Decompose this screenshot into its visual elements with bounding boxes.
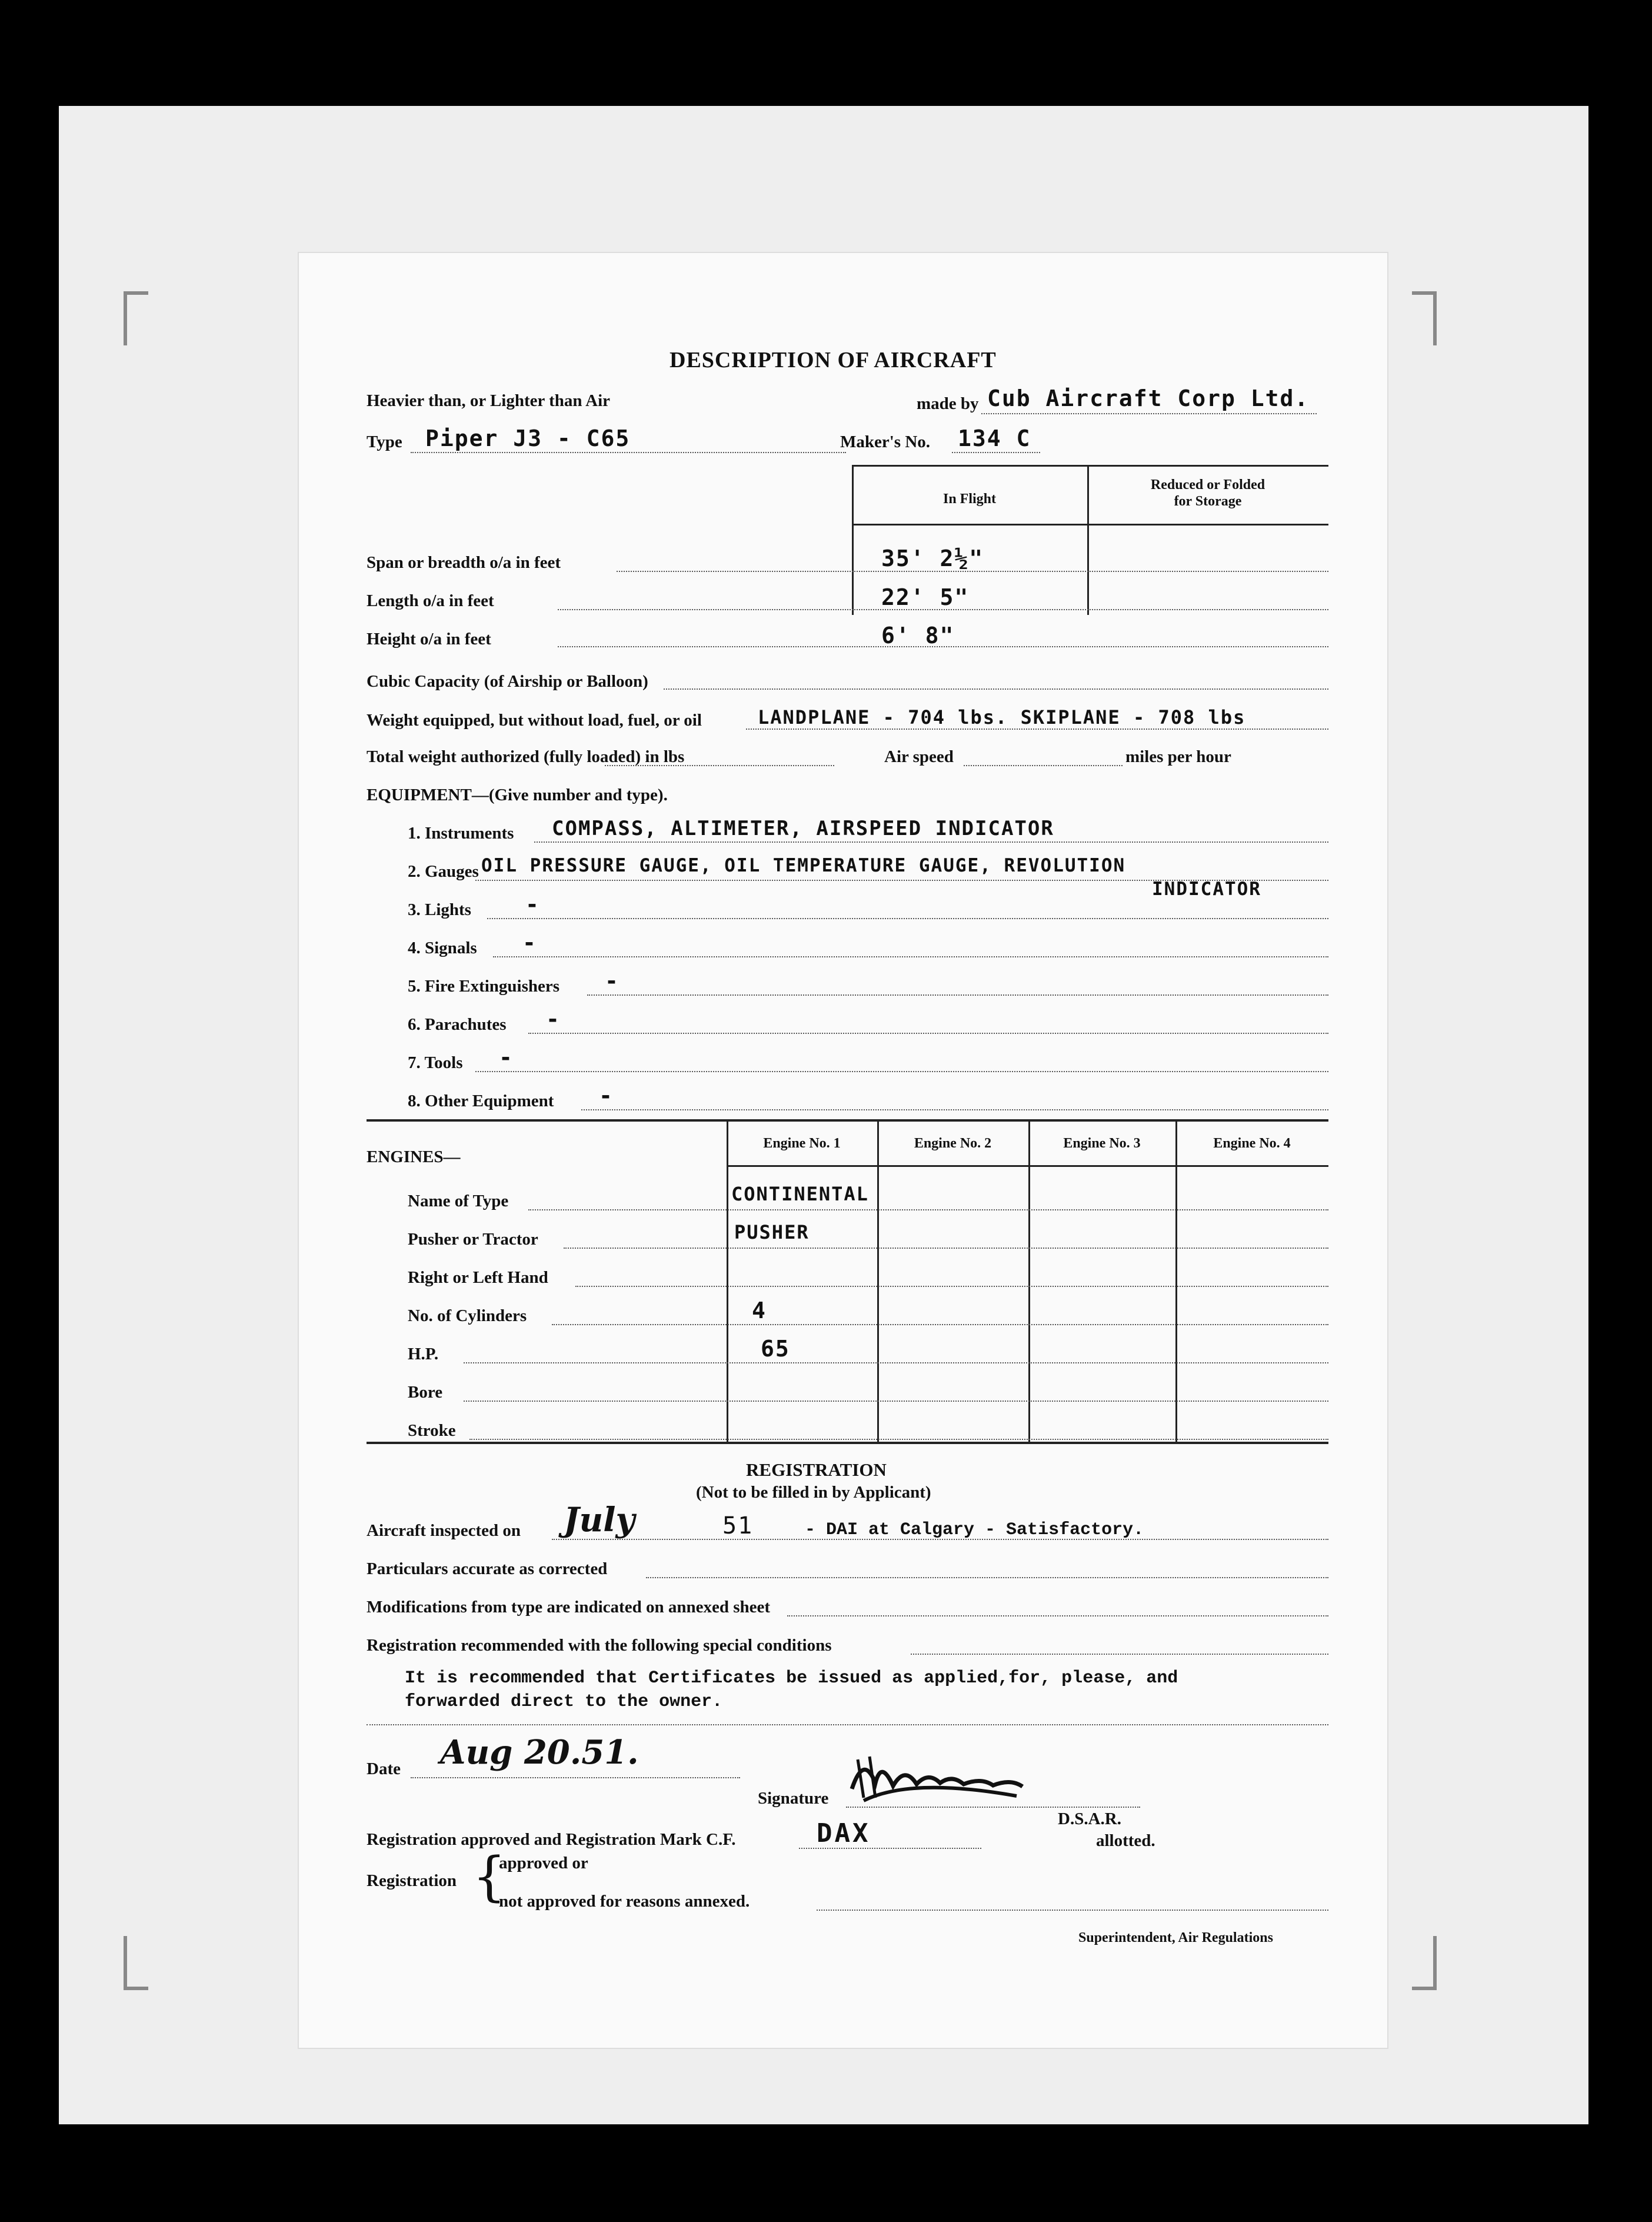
engine-row-label: No. of Cylinders [408,1306,527,1325]
dotted-line [464,1401,1328,1402]
equipment-label: 1. Instruments [408,824,514,843]
equipment-value: OIL PRESSURE GAUGE, OIL TEMPERATURE GAUGE, REVOLUTION [481,855,1126,876]
engine-row-label: Bore [408,1383,443,1402]
section-rule [367,1442,1328,1444]
equipment-label: 6. Parachutes [408,1015,507,1034]
registration-mark: DAX [817,1818,871,1848]
type-value: Piper J3 - C65 [425,425,631,451]
engine-row-label: Name of Type [408,1192,509,1210]
makers-no-value: 134 C [958,425,1031,451]
engine-row-value: CONTINENTAL [731,1183,869,1205]
height-value: 6' 8" [881,623,955,648]
makers-no-label: Maker's No. [840,433,931,451]
date-label: Date [367,1759,401,1778]
approved-or-label: approved or [499,1854,588,1872]
form-sheet [299,253,1387,2048]
dotted-line [952,452,1040,453]
recommended-label: Registration recommended with the following special conditions [367,1636,832,1655]
inspected-label: Aircraft inspected on [367,1521,521,1540]
equipment-value: - [599,1083,614,1109]
signature-label: Signature [758,1789,829,1808]
engine-row-value: 4 [752,1298,767,1323]
dotted-line [746,729,1328,730]
engine-col-header: Engine No. 2 [914,1136,992,1151]
height-label: Height o/a in feet [367,630,491,648]
engine-row-value: 65 [761,1336,790,1362]
engine-col-header: Engine No. 4 [1213,1136,1291,1151]
engines-heading: ENGINES— [367,1147,461,1166]
registration-subheading: (Not to be filled in by Applicant) [696,1483,931,1502]
dotted-line [787,1615,1328,1616]
dotted-line [587,994,1328,996]
engine-row-label: Pusher or Tractor [408,1230,538,1249]
table-divider [727,1119,728,1442]
cubic-label: Cubic Capacity (of Airship or Balloon) [367,672,648,691]
table-divider [1175,1119,1177,1442]
dotted-line [605,765,834,766]
engine-row-label: Stroke [408,1421,456,1440]
corner-mark [124,291,148,345]
inspected-date: July [564,1501,635,1539]
recommendation-line: It is recommended that Certificates be issued as applied,for, please, and [405,1668,1178,1688]
dotted-line [664,688,1328,690]
registration-label: Registration [367,1871,457,1890]
recommendation-line: forwarded direct to the owner. [405,1692,723,1712]
span-label: Span or breadth o/a in feet [367,553,561,572]
dotted-line [964,765,1123,766]
particulars-label: Particulars accurate as corrected [367,1559,608,1578]
weight-label: Weight equipped, but without load, fuel, or oil [367,711,702,730]
equipment-value: COMPASS, ALTIMETER, AIRSPEED INDICATOR [552,817,1054,840]
dotted-line [487,918,1328,919]
equipment-label: 2. Gauges [408,862,479,881]
weight-value: LANDPLANE - 704 lbs. SKIPLANE - 708 lbs [758,706,1246,729]
dotted-line [464,1362,1328,1363]
dotted-line [911,1654,1328,1655]
engine-row-label: Right or Left Hand [408,1268,548,1287]
section-rule [367,1119,1328,1122]
dotted-line [475,1071,1328,1072]
airspeed-label: Air speed [884,747,954,766]
equipment-value-continued: INDICATOR [1152,879,1261,900]
dotted-line [411,1777,740,1778]
table-divider [1087,465,1089,615]
dotted-line [575,1286,1328,1287]
registration-heading: REGISTRATION [746,1459,887,1480]
equipment-label: 3. Lights [408,900,471,919]
inspected-note: - DAI at Calgary - Satisfactory. [805,1520,1144,1540]
equipment-label: 7. Tools [408,1053,463,1072]
modifications-label: Modifications from type are indicated on annexed sheet [367,1598,771,1616]
allotted-label: allotted. [1096,1831,1155,1850]
form-title: DESCRIPTION OF AIRCRAFT [670,348,997,372]
approved-mark-label: Registration approved and Registration Mark C.F. [367,1830,736,1849]
dotted-line [534,841,1328,843]
made-by-label: made by [917,394,979,413]
dotted-line [493,956,1328,957]
table-rule [852,465,1328,467]
equipment-value: - [605,968,620,994]
dotted-line [581,1109,1328,1110]
total-weight-label: Total weight authorized (fully loaded) in lbs [367,747,685,766]
equipment-heading: EQUIPMENT—(Give number and type). [367,786,668,804]
engine-col-header: Engine No. 1 [763,1136,841,1151]
brace-glyph: { [472,1846,507,1908]
dotted-line [646,1577,1328,1578]
col-reduced: Reduced or Folded for Storage [1150,477,1265,509]
made-by-value: Cub Aircraft Corp Ltd. [987,385,1310,411]
length-value: 22' 5" [881,584,970,610]
dotted-line [469,1439,1328,1440]
superintendent-label: Superintendent, Air Regulations [1078,1930,1273,1945]
type-label: Type [367,433,402,451]
dotted-line [528,1033,1328,1034]
table-divider [852,465,854,615]
col-in-flight: In Flight [942,491,997,507]
dotted-line [981,413,1317,414]
engine-col-header: Engine No. 3 [1063,1136,1141,1151]
equipment-label: 5. Fire Extinguishers [408,977,560,996]
table-divider [877,1119,879,1442]
signer-title: D.S.A.R. [1058,1809,1121,1828]
corner-mark [1412,1936,1437,1990]
equipment-value: - [499,1045,514,1070]
table-divider [1028,1119,1030,1442]
dotted-line [367,1724,1328,1725]
equipment-value: - [522,930,537,956]
dotted-line [564,1248,1328,1249]
dotted-line [552,1324,1328,1325]
table-rule [852,524,1328,525]
span-value: 35' 2½" [881,545,984,571]
inspected-year: 51 [722,1512,754,1539]
equipment-label: 8. Other Equipment [408,1092,554,1110]
mph-label: miles per hour [1125,747,1231,766]
table-rule [727,1165,1328,1167]
not-approved-label: not approved for reasons annexed. [499,1892,750,1911]
dotted-line [411,452,846,453]
signature-scribble [840,1742,1028,1812]
dotted-line [528,1209,1328,1210]
length-label: Length o/a in feet [367,591,494,610]
corner-mark [124,1936,148,1990]
heavier-label: Heavier than, or Lighter than Air [367,391,611,410]
engine-row-label: H.P. [408,1345,439,1363]
corner-mark [1412,291,1437,345]
equipment-label: 4. Signals [408,939,477,957]
date-value: Aug 20.51. [440,1733,639,1772]
equipment-value: - [546,1006,561,1032]
dotted-line [817,1910,1328,1911]
engine-row-value: PUSHER [734,1221,810,1243]
equipment-value: - [525,892,540,917]
